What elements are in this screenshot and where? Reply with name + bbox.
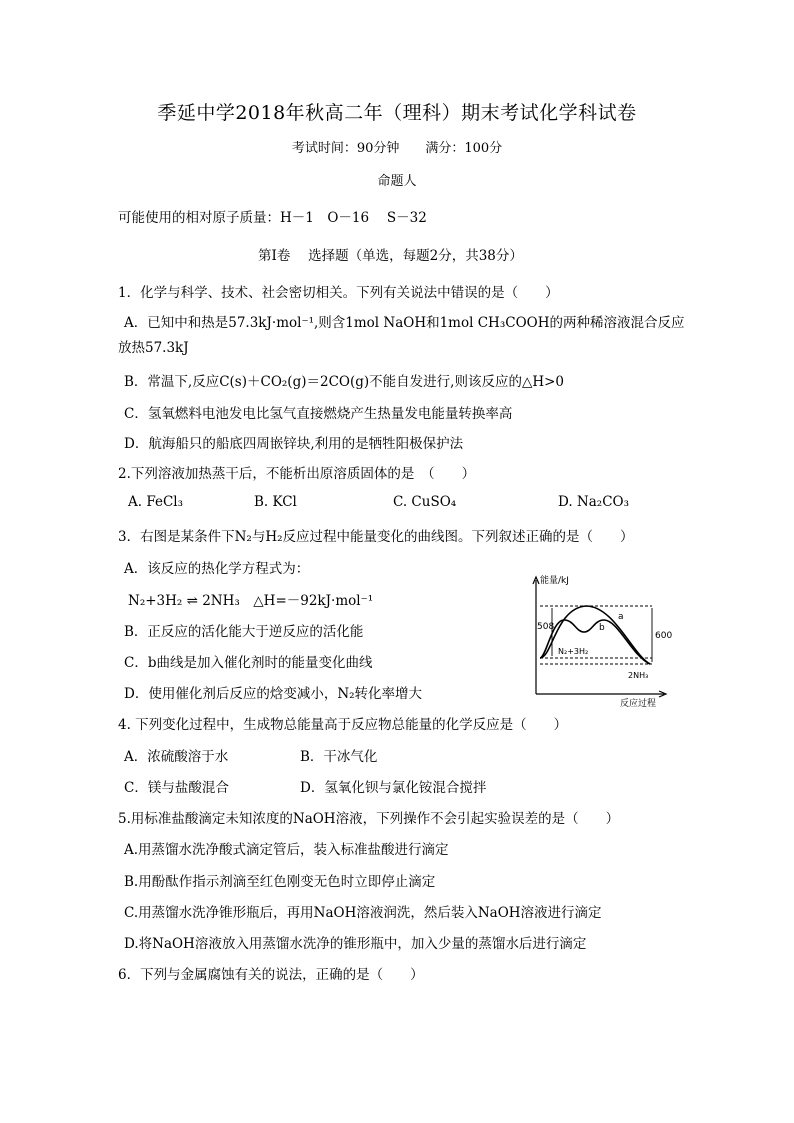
q2-option-d: D. Na₂CO₃ (558, 494, 630, 510)
curve-a (540, 606, 650, 664)
q2-stem: 2.下列溶液加热蒸干后，不能析出原溶质固体的是 （ ） (118, 466, 476, 482)
section-header: 第Ⅰ卷 选择题（单选，每题2分，共38分） (258, 248, 523, 264)
product-label: 2NH₃ (628, 671, 649, 680)
curve-a-label: a (618, 612, 624, 622)
q3-option-b: B．正反应的活化能大于逆反应的活化能 (124, 624, 364, 640)
q4-option-d: D．氢氧化钡与氯化铵混合搅拌 (300, 780, 487, 796)
curve-b (540, 620, 650, 664)
exam-info: 考试时间：90分钟 满分：100分 (291, 141, 503, 156)
q4-stem: 4. 下列变化过程中，生成物总能量高于反应物总能量的化学反应是（ ） (118, 717, 568, 733)
q3-option-d: D．使用催化剂后反应的焓变减小，N₂转化率增大 (124, 686, 423, 702)
author-label: 命题人 (377, 174, 417, 189)
value-600: 600 (655, 631, 673, 641)
q5-option-c: C.用蒸馏水洗净锥形瓶后，再用NaOH溶液润洗，然后装入NaOH溶液进行滴定 (124, 905, 602, 921)
q4-option-a: A．浓硫酸溶于水 (124, 749, 229, 765)
q3-option-a: A．该反应的热化学方程式为： (124, 561, 310, 577)
q6-stem: 6．下列与金属腐蚀有关的说法，正确的是（ ） (118, 967, 424, 983)
y-axis-label: 能量/kJ (540, 576, 569, 586)
q3-stem: 3．右图是某条件下N₂与H₂反应过程中能量变化的曲线图。下列叙述正确的是（ ） (118, 529, 634, 545)
q1-stem: 1．化学与科学、技术、社会密切相关。下列有关说法中错误的是（ ） (118, 285, 559, 301)
q2-option-b: B. KCl (254, 494, 297, 510)
q1-option-d: D．航海船只的船底四周嵌锌块,利用的是牺牲阳极保护法 (124, 436, 464, 452)
q5-option-b: B.用酚酞作指示剂滴至红色刚变无色时立即停止滴定 (124, 874, 436, 890)
q2-option-c: C. CuSO₄ (393, 494, 457, 510)
reactant-label: N₂+3H₂ (558, 647, 589, 656)
q4-option-c: C．镁与盐酸混合 (124, 780, 229, 796)
q2-option-a: A. FeCl₃ (128, 494, 184, 510)
curve-b-label: b (599, 623, 605, 633)
exam-title: 季延中学2018年秋高二年（理科）期末考试化学科试卷 (157, 102, 637, 124)
q1-option-b: B．常温下,反应C(s)＋CO₂(g)＝2CO(g)不能自发进行,则该反应的△H>0 (124, 374, 564, 390)
q4-option-b: B．干冰气化 (300, 749, 378, 765)
q5-option-d: D.将NaOH溶液放入用蒸馏水洗净的锥形瓶中，加入少量的蒸馏水后进行滴定 (124, 936, 587, 952)
q3-option-c: C．b曲线是加入催化剂时的能量变化曲线 (124, 655, 373, 671)
value-508: 508 (537, 622, 555, 632)
q3-equation: N₂+3H₂ ⇌ 2NH₃ △H=－92kJ·mol⁻¹ (128, 593, 374, 609)
q1-option-a-cont: 放热57.3kJ (118, 340, 189, 356)
q1-option-c: C．氢氧燃料电池发电比氢气直接燃烧产生热量发电能量转换率高 (124, 406, 513, 422)
q5-option-a: A.用蒸馏水洗净酸式滴定管后，装入标准盐酸进行滴定 (124, 842, 449, 858)
atomic-mass-note: 可能使用的相对原子质量：H－1 O－16 S－32 (118, 210, 427, 226)
x-axis-label: 反应过程 (620, 699, 657, 709)
q1-option-a: A．已知中和热是57.3kJ·mol⁻¹,则含1mol NaOH和1mol CH₃COOH的两种稀溶液混合反应 (124, 315, 685, 331)
energy-diagram (528, 574, 673, 709)
q5-stem: 5.用标准盐酸滴定未知浓度的NaOH溶液，下列操作不会引起实验误差的是（ ） (118, 811, 620, 827)
